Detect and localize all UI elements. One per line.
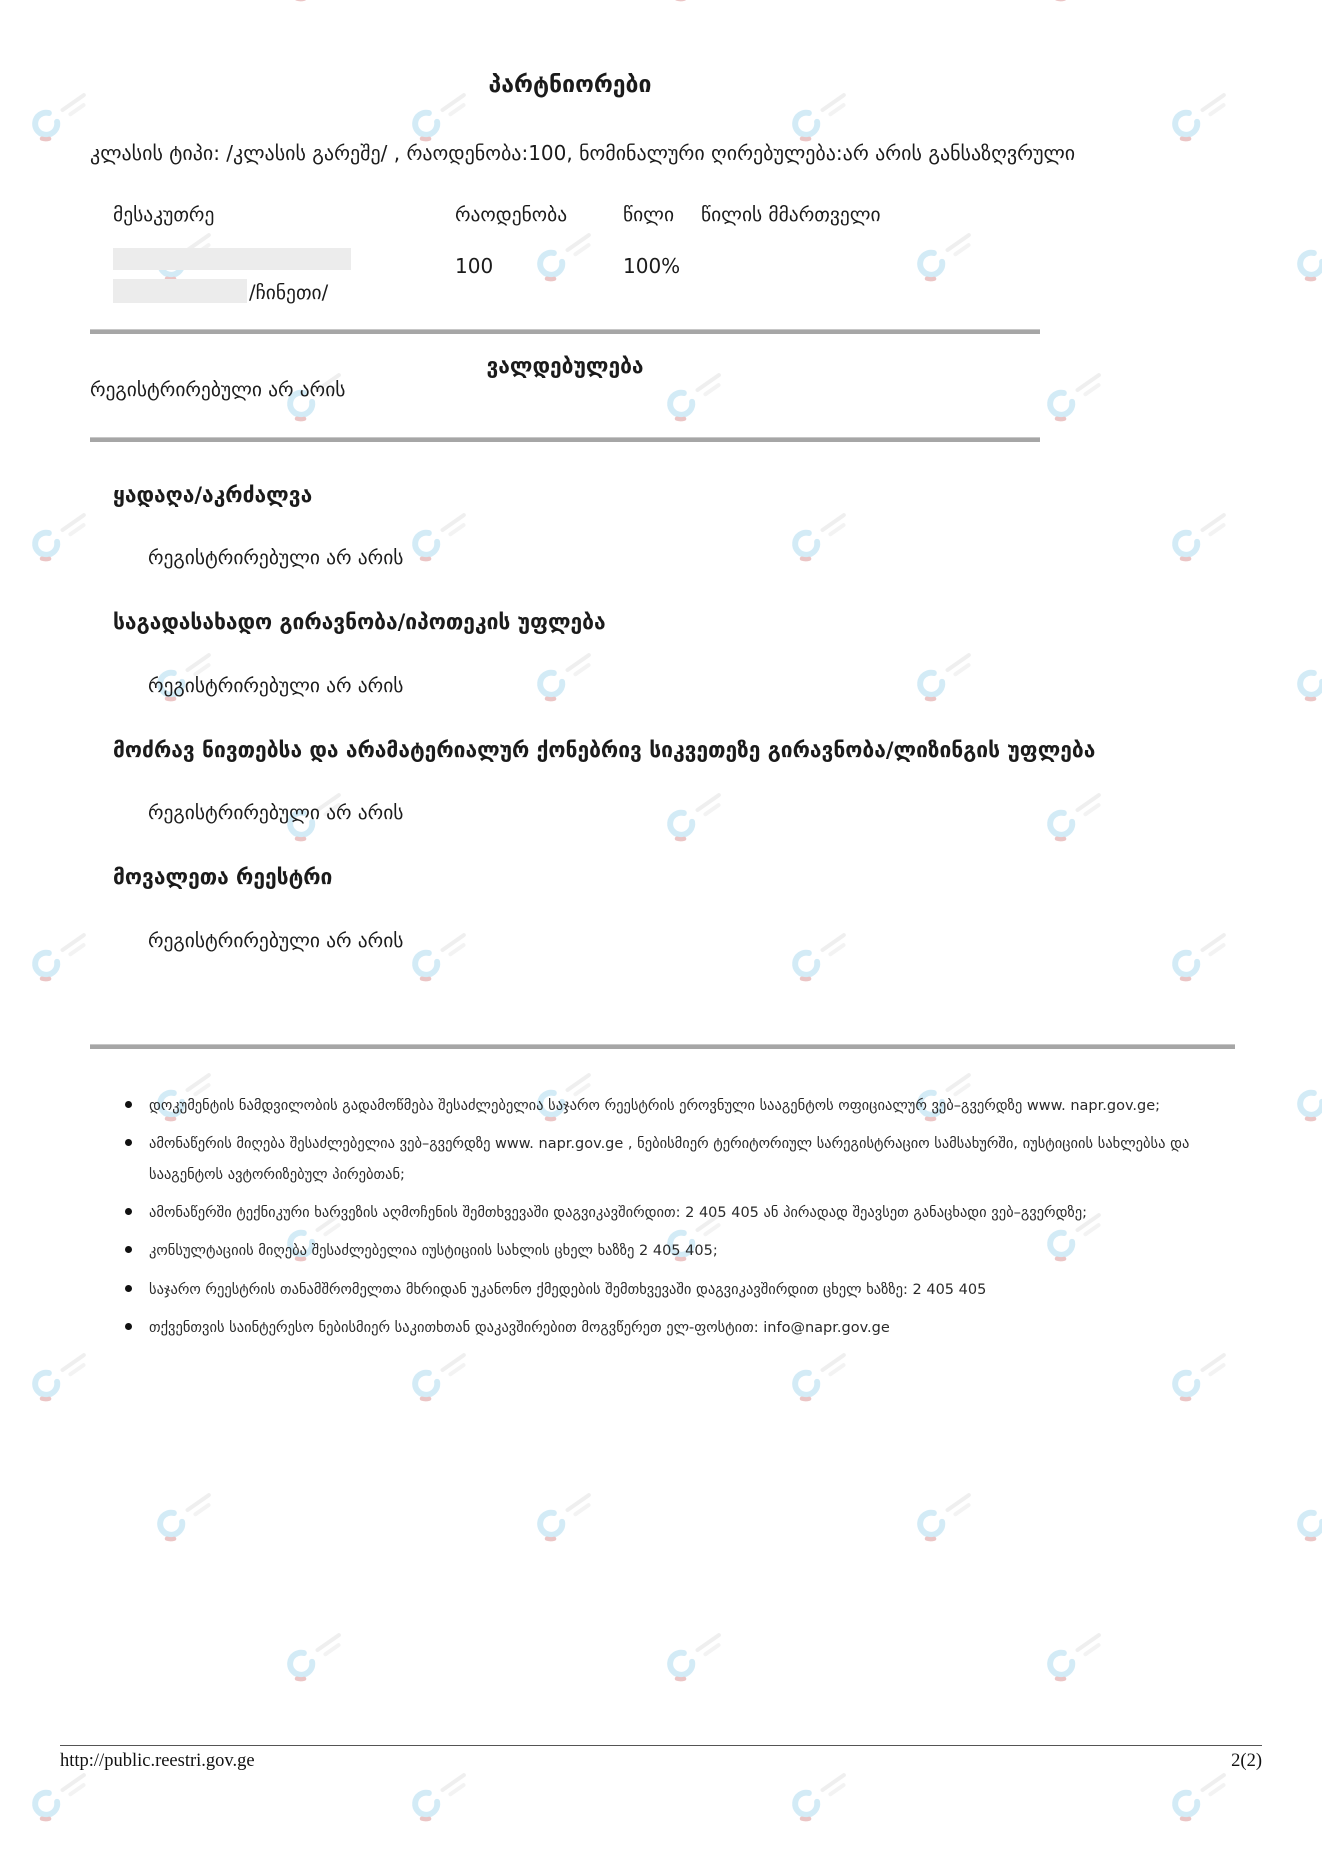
owner-cell xyxy=(113,232,455,303)
watermark-text-marks xyxy=(1200,1352,1231,1379)
note-text: ამონაწერის მიღება შესაძლებელია ვებ–გვერდზე www. napr.gov.ge , ნებისმიერ ტერიტორიულ სარეგისტრაციო სამსახურში, იუსტიციის სახლებსა და სააგენტოს ავტორიზებულ პირებთან; xyxy=(149,1135,1190,1184)
bullet-icon xyxy=(125,1101,132,1108)
bullet-icon xyxy=(125,1139,132,1146)
section-title-seizure: ყადაღა/აკრძალვა xyxy=(113,483,313,507)
napr-watermark xyxy=(401,1343,477,1410)
reestri-swoosh-icon xyxy=(1286,1503,1322,1550)
watermark-text-marks xyxy=(695,1632,726,1659)
registration-status: რეგისტრირებული არ არის xyxy=(148,546,404,570)
napr-watermark xyxy=(276,0,352,11)
watermark-text-marks xyxy=(945,1492,976,1519)
reestri-swoosh-icon xyxy=(1161,1783,1208,1830)
note-item xyxy=(125,1198,1255,1229)
registration-status: რეგისტრირებული არ არის xyxy=(90,378,346,401)
page-number: 2(2) xyxy=(1231,1751,1262,1771)
reestri-swoosh-icon xyxy=(906,1503,953,1550)
note-item xyxy=(125,1129,1255,1191)
note-text: კონსულტაციის მიღება შესაძლებელია იუსტიციის სახლის ცხელ ხაზზე 2 405 405; xyxy=(149,1243,718,1260)
napr-watermark xyxy=(656,0,732,11)
napr-watermark xyxy=(21,1763,97,1830)
page-title: პარტნიორები xyxy=(488,72,652,98)
section-title-tax-lien: საგადასახადო გირავნობა/იპოთეკის უფლება xyxy=(113,610,606,635)
reestri-swoosh-icon xyxy=(1036,0,1083,11)
column-header-quantity: რაოდენობა xyxy=(455,203,568,226)
note-text: საჯარო რეესტრის თანამშრომელთა მხრიდან უკანონო ქმედების შემთხვევაში დაგვიკავშირდით ცხელ ხაზზე: 2 405 405 xyxy=(149,1281,987,1298)
watermark-text-marks xyxy=(440,1772,471,1799)
column-header-share-manager: წილის მმართველი xyxy=(701,203,881,226)
napr-watermark xyxy=(781,1343,857,1410)
quantity-value: 100 xyxy=(455,254,494,278)
owner-country: /ჩინეთი/ xyxy=(249,280,329,304)
watermark-text-marks xyxy=(1200,1772,1231,1799)
watermark-text-marks xyxy=(60,1352,91,1379)
section-title-movable-pledge: მოძრავ ნივთებსა და არამატერიალურ ქონებრივ სიკვეთეზე გირავნობა/ლიზინგის უფლება xyxy=(113,737,1096,762)
reestri-swoosh-icon xyxy=(146,1503,193,1550)
watermark-text-marks xyxy=(1075,1632,1106,1659)
obligation-title: ვალდებულება xyxy=(486,354,644,378)
registration-status: რეგისტრირებული არ არის xyxy=(148,673,404,697)
reestri-swoosh-icon xyxy=(21,1783,68,1830)
class-info-text: კლასის ტიპი: /კლასის გარეშე/ , რაოდენობა:100, ნომინალური ღირებულება:არ არის განსაზღვრული xyxy=(90,141,1076,165)
registration-status: რეგისტრირებული არ არის xyxy=(148,928,404,952)
note-item xyxy=(125,1091,1255,1122)
watermark-text-marks xyxy=(820,1772,851,1799)
reestri-swoosh-icon xyxy=(401,1363,448,1410)
owner-redaction-bar xyxy=(113,279,247,303)
watermark-text-marks xyxy=(185,1492,216,1519)
footer-url: http://public.reestri.gov.ge xyxy=(60,1751,255,1771)
watermark-text-marks xyxy=(60,1772,91,1799)
document-content xyxy=(0,72,1322,1344)
napr-watermark xyxy=(146,1483,222,1550)
bullet-icon xyxy=(125,1323,132,1330)
napr-watermark xyxy=(401,1763,477,1830)
section-title-debtors-registry: მოვალეთა რეესტრი xyxy=(113,865,333,890)
bullet-icon xyxy=(125,1208,132,1215)
section-divider xyxy=(90,437,1040,442)
napr-watermark xyxy=(906,1483,982,1550)
share-value: 100% xyxy=(623,254,681,278)
column-header-owner: მესაკუთრე xyxy=(113,203,215,226)
reestri-swoosh-icon xyxy=(656,1643,703,1690)
owner-redaction-bar xyxy=(113,248,351,270)
column-header-share: წილი xyxy=(623,203,675,226)
registration-status: რეგისტრირებული არ არის xyxy=(148,801,404,825)
note-text: თქვენთვის საინტერესო ნებისმიერ საკითხთან დაკავშირებით მოგვწერეთ ელ-ფოსტით: info@napr.gov.ge xyxy=(149,1319,890,1336)
reestri-swoosh-icon xyxy=(276,1643,323,1690)
reestri-swoosh-icon xyxy=(21,1363,68,1410)
note-item xyxy=(125,1275,1255,1306)
napr-watermark xyxy=(656,1623,732,1690)
bullet-icon xyxy=(125,1246,132,1253)
reestri-swoosh-icon xyxy=(1161,1363,1208,1410)
napr-watermark xyxy=(526,1483,602,1550)
watermark-text-marks xyxy=(820,1352,851,1379)
reestri-swoosh-icon xyxy=(656,0,703,11)
napr-watermark xyxy=(21,1343,97,1410)
page-footer xyxy=(60,1745,1262,1772)
note-text: ამონაწერში ტექნიკური ხარვეზის აღმოჩენის შემთხვევაში დაგვიკავშირდით: 2 405 405 ან პირადად შეავსეთ განაცხადი ვებ–გვერდზე; xyxy=(149,1205,1087,1222)
napr-watermark xyxy=(1161,1343,1237,1410)
reestri-swoosh-icon xyxy=(1036,1643,1083,1690)
napr-watermark xyxy=(781,1763,857,1830)
watermark-text-marks xyxy=(440,1352,471,1379)
bullet-icon xyxy=(125,1285,132,1292)
reestri-swoosh-icon xyxy=(781,1363,828,1410)
watermark-text-marks xyxy=(315,1632,346,1659)
napr-watermark xyxy=(1161,1763,1237,1830)
note-item xyxy=(125,1236,1255,1267)
section-divider xyxy=(90,329,1040,334)
owners-table xyxy=(90,203,1262,303)
notes-list xyxy=(90,1091,1255,1344)
napr-watermark xyxy=(1036,0,1112,11)
reestri-swoosh-icon xyxy=(781,1783,828,1830)
napr-watermark xyxy=(276,1623,352,1690)
reestri-swoosh-icon xyxy=(526,1503,573,1550)
watermark-text-marks xyxy=(565,1492,596,1519)
reestri-swoosh-icon xyxy=(401,1783,448,1830)
reestri-swoosh-icon xyxy=(276,0,323,11)
note-text: დოკუმენტის ნამდვილობის გადამოწმება შესაძლებელია საჯარო რეესტრის ეროვნული სააგენტოს ოფიციალურ ვებ–გვერდზე www. napr.gov.ge; xyxy=(149,1097,1161,1114)
section-divider xyxy=(90,1044,1235,1049)
napr-watermark xyxy=(1286,1483,1322,1550)
note-item xyxy=(125,1313,1255,1344)
share-manager-value xyxy=(701,232,1262,303)
napr-watermark xyxy=(1036,1623,1112,1690)
